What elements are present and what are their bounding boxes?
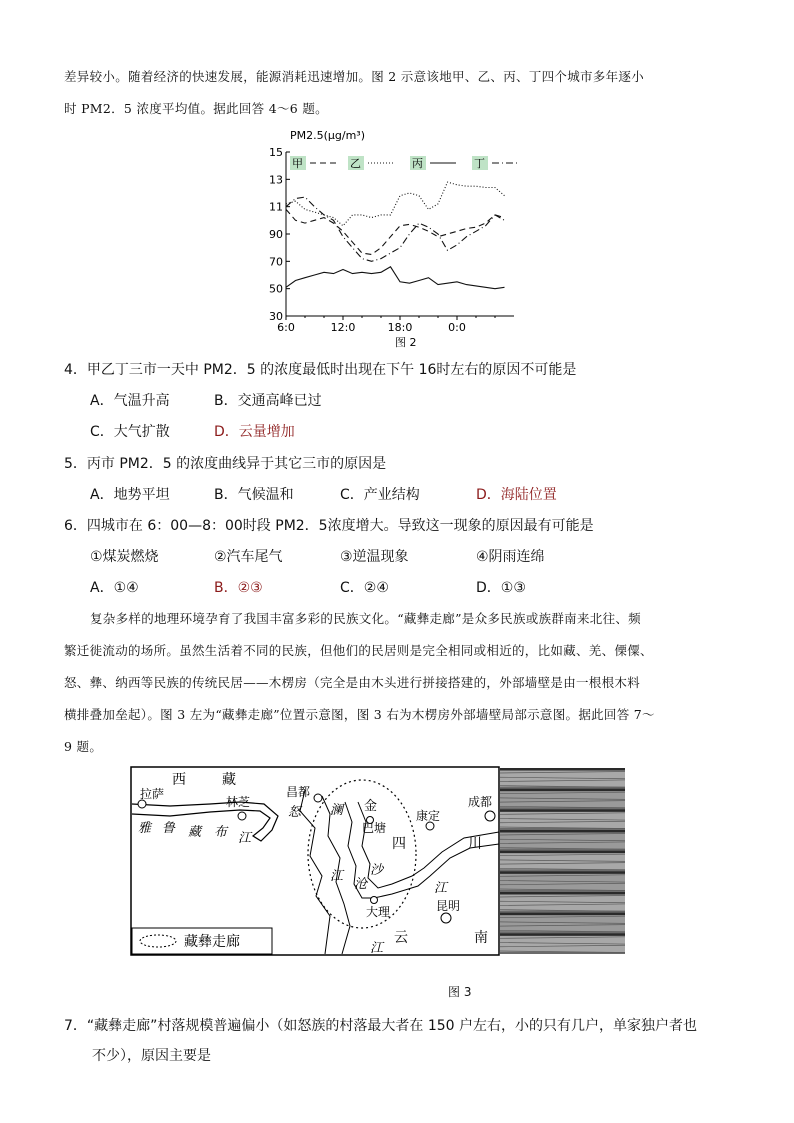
series-line-1: [286, 209, 505, 254]
pm25-line-chart: [262, 124, 532, 350]
label-cang: 沧: [354, 877, 368, 892]
dali-marker: [371, 897, 378, 904]
x-tick-label: 0:0: [448, 321, 466, 334]
log-gap: [500, 851, 625, 854]
q4-option-b[interactable]: B．交通高峰已过: [214, 393, 322, 409]
linzhi-marker: [238, 812, 246, 820]
label-xi: 西: [172, 772, 186, 788]
x-tick-label: 12:0: [330, 321, 356, 334]
chengdu-marker: [485, 811, 495, 821]
y-tick-label: 15: [269, 146, 283, 159]
legend-label: 乙: [350, 157, 361, 170]
label-jiang-3: 江: [370, 941, 384, 956]
label-nan: 南: [474, 930, 488, 946]
passage-line-2: 繁迁徙流动的场所。虽然生活着不同的民族，但他们的民居则是完全相同或相近的，比如藏、羌、傈僳、: [64, 643, 653, 658]
label-lan: 澜: [330, 803, 344, 818]
label-chengdu: 成都: [468, 795, 493, 809]
label-kangding: 康定: [416, 809, 441, 823]
label-yun: 云: [394, 930, 408, 946]
kangding-marker: [426, 822, 434, 830]
q5-option-a[interactable]: A．地势平坦: [90, 487, 170, 503]
legend-label: 藏彝走廊: [184, 934, 240, 950]
y-tick-label: 50: [269, 282, 283, 296]
x-tick-label: 6:0: [277, 321, 295, 334]
legend-label: 丙: [412, 157, 423, 170]
label-sha: 沙: [370, 863, 384, 878]
passage-line-1: 复杂多样的地理环境孕育了我国丰富多彩的民族文化。“藏彝走廊”是众多民族或族群南来北往、频: [90, 611, 641, 626]
label-jin: 金: [364, 799, 378, 814]
log-wall-image: [500, 768, 625, 954]
q4-option-a[interactable]: A．气温升高: [90, 393, 170, 409]
q7-stem-line-1: 7．“藏彝走廊”村落规模普遍偏小（如怒族的村落最大者在 150 户左右，小的只有几户，单家独户者也: [64, 1018, 698, 1034]
intro-line-1: 差异较小。随着经济的快速发展，能源消耗迅速增加。图 2 示意该地甲、乙、丙、丁四个城市多年逐小: [64, 69, 645, 84]
y-tick-label: 70: [269, 255, 283, 269]
passage-line-5: 9 题。: [64, 739, 103, 754]
chart-ylabel: PM2.5(μg/m³): [290, 129, 366, 142]
q5-option-b[interactable]: B．气候温和: [214, 487, 294, 503]
chart-caption: 图 2: [395, 336, 417, 349]
lasa-marker: [138, 800, 146, 808]
q5-option-c[interactable]: C．产业结构: [340, 487, 420, 503]
y-tick-label: 13: [269, 173, 283, 187]
y-tick-label: 90: [269, 228, 283, 241]
intro-line-2: 时 PM2．5 浓度平均值。据此回答 4～6 题。: [64, 101, 328, 116]
q5-option-d[interactable]: D．海陆位置: [476, 487, 557, 503]
label-yarlung-3: 藏: [188, 825, 202, 840]
label-lasa: 拉萨: [140, 787, 165, 801]
series-line-4: [286, 197, 505, 261]
q6-option-c[interactable]: C．②④: [340, 580, 389, 596]
legend-label: 甲: [292, 157, 303, 170]
label-jiang-1: 江: [330, 869, 344, 884]
log-gap: [500, 871, 625, 874]
label-dali: 大理: [366, 905, 391, 919]
q6-option-b[interactable]: B．②③: [214, 580, 263, 596]
q6-item-2: ②汽车尾气: [214, 549, 283, 565]
kunming-marker: [441, 913, 451, 923]
series-line-2: [286, 182, 505, 226]
q4-stem: 4．甲乙丁三市一天中 PM2．5 的浓度最低时出现在下午 16时左右的原因不可能是: [64, 362, 577, 378]
q5-stem: 5．丙市 PM2．5 的浓度曲线异于其它三市的原因是: [64, 456, 387, 472]
label-si: 四: [392, 836, 406, 852]
log-gap: [500, 933, 625, 936]
log-gap: [500, 809, 625, 812]
log-gap: [500, 830, 625, 833]
label-changdu: 昌都: [286, 785, 311, 799]
label-jiang-2: 江: [434, 881, 448, 896]
label-zang: 藏: [222, 772, 236, 788]
label-kunming: 昆明: [436, 899, 461, 913]
q6-option-d[interactable]: D．①③: [476, 580, 526, 596]
q7-stem-line-2: 不少），原因主要是: [92, 1048, 211, 1064]
log-gap: [500, 913, 625, 916]
label-linzhi: 林芝: [226, 795, 251, 809]
q6-item-4: ④阴雨连绵: [476, 549, 545, 565]
series-line-3: [286, 267, 505, 289]
legend-label: 丁: [474, 157, 485, 170]
log-gap: [500, 892, 625, 895]
y-tick-label: 11: [269, 200, 283, 214]
q6-stem: 6．四城市在 6：00—8：00时段 PM2．5浓度增大。导致这一现象的原因最有可能是: [64, 518, 594, 534]
y-tick-label: 30: [269, 310, 283, 323]
q6-option-a[interactable]: A．①④: [90, 580, 139, 596]
label-nu: 怒: [288, 805, 302, 820]
log-gap: [500, 768, 625, 771]
figure3-caption: 图 3: [448, 985, 472, 999]
changdu-marker: [314, 794, 322, 802]
q6-item-3: ③逆温现象: [340, 549, 409, 565]
passage-line-3: 怒、彝、纳西等民族的传统民居——木楞房（完全是由木头进行拼接搭建的，外部墙壁是由一根根木料: [64, 675, 641, 690]
label-batang: 巴塘: [362, 821, 387, 835]
label-yarlung-2: 鲁: [162, 821, 176, 836]
q6-item-1: ①煤炭燃烧: [90, 549, 159, 565]
label-yarlung-1: 雅: [138, 821, 152, 836]
zangyi-corridor-map: [130, 766, 500, 956]
q4-option-c[interactable]: C．大气扩散: [90, 424, 170, 440]
label-yarlung-4: 布: [214, 825, 228, 840]
label-chuan: 川: [468, 836, 482, 852]
x-tick-label: 18:0: [387, 321, 413, 334]
log-gap: [500, 789, 625, 792]
q4-option-d[interactable]: D．云量增加: [214, 424, 295, 440]
passage-line-4: 横排叠加垒起）。图 3 左为“藏彝走廊”位置示意图，图 3 右为木楞房外部墙壁局部示意图。据此回答 7～: [64, 707, 655, 722]
label-yarlung-5: 江: [238, 831, 252, 846]
